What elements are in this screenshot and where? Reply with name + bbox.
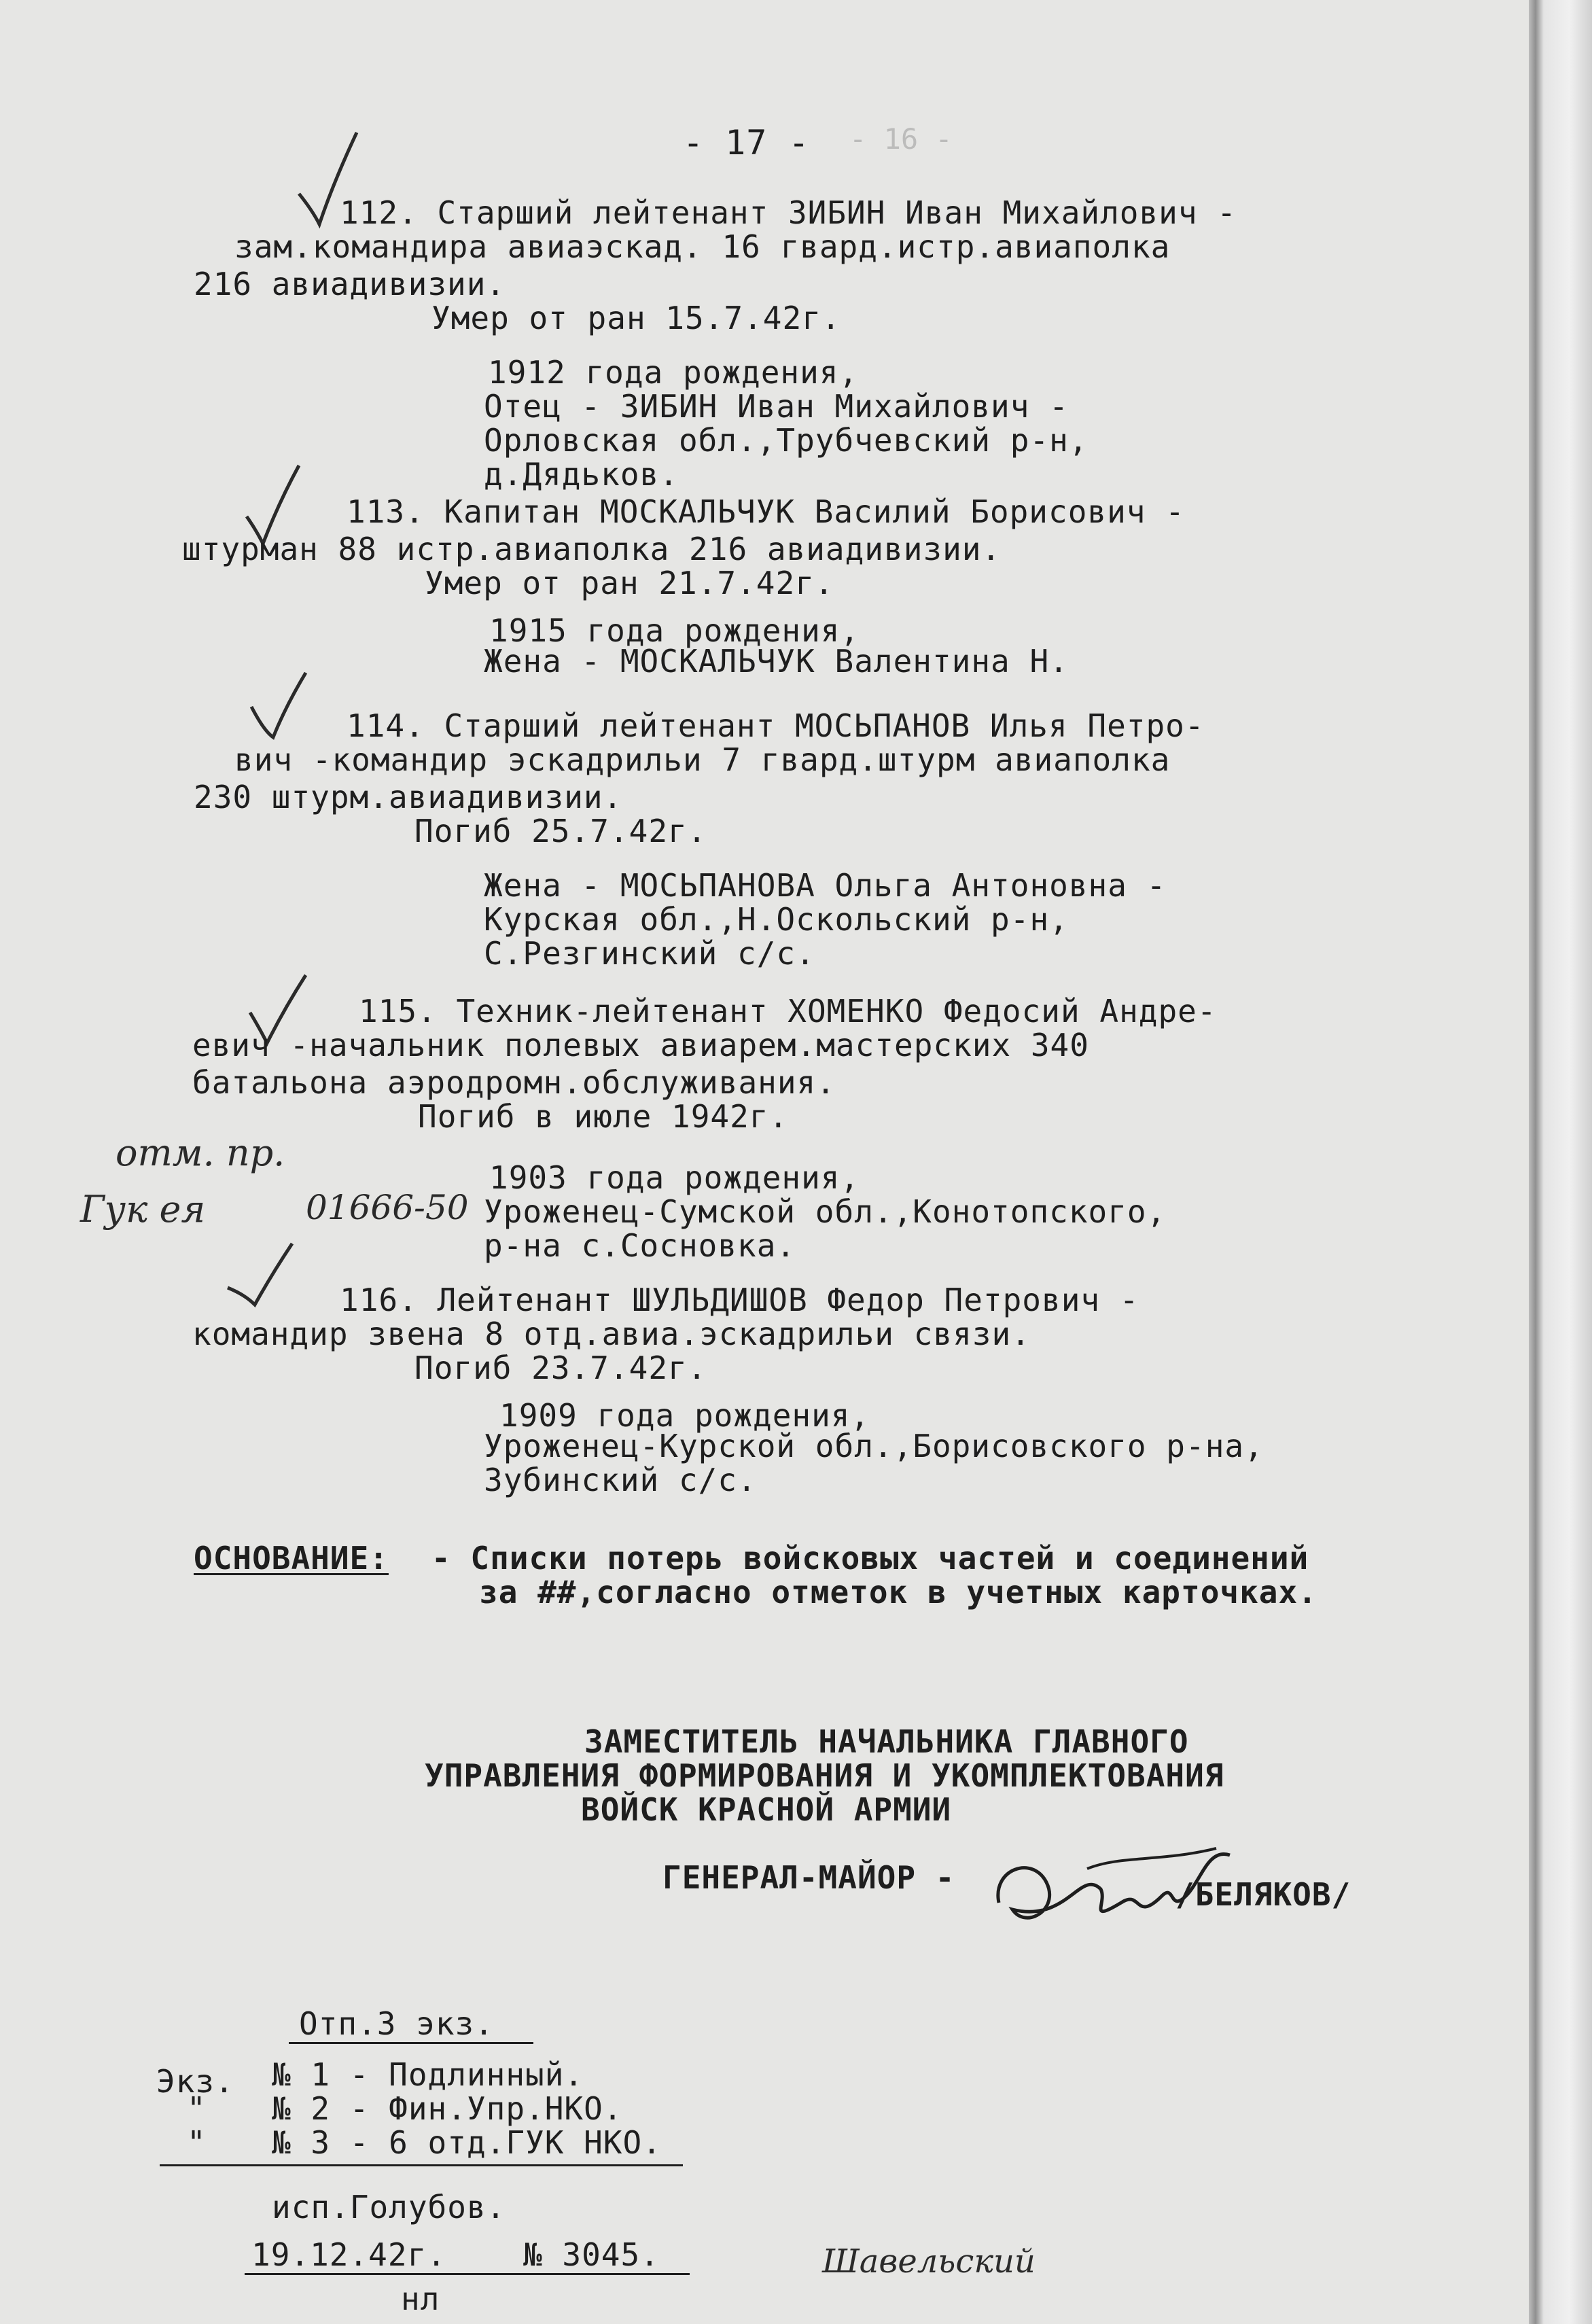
entry-116-line: командир звена 8 отд.авиа.эскадрильи связи.: [192, 1316, 1031, 1352]
entry-116-detail: Зубинский с/с.: [484, 1462, 757, 1498]
entry-114-line: 230 штурм.авиадивизии.: [194, 779, 623, 815]
ditto-mark: ": [187, 2090, 207, 2127]
entry-112-detail: д.Дядьков.: [484, 456, 679, 493]
copy-row: № 1 - Подлинный.: [272, 2056, 584, 2093]
copy-label: Экз.: [156, 2063, 234, 2100]
entry-113-detail: 1915 года рождения,: [489, 612, 860, 649]
signatory-title: ВОЙСК КРАСНОЙ АРМИИ: [581, 1791, 952, 1828]
entry-112-head: 112. Старший лейтенант ЗИБИН Иван Михайлович -: [340, 194, 1237, 231]
entry-115-line: батальона аэродромн.обслуживания.: [192, 1064, 836, 1101]
ghost-page-number: - 16 -: [849, 122, 953, 156]
handwritten-note: 01666-50: [306, 1188, 469, 1227]
typist-initials: нл: [401, 2281, 440, 2317]
checkmark-icon: [245, 669, 319, 751]
document-date: 19.12.42г.: [251, 2236, 446, 2273]
entry-115-status: Погиб в июле 1942г.: [418, 1098, 789, 1135]
handwritten-note: отм. пр.: [116, 1131, 285, 1174]
handwritten-note: Гук ея: [80, 1188, 206, 1231]
entry-116-detail: Уроженец-Курской обл.,Борисовского р-на,: [484, 1428, 1264, 1464]
entry-114-detail: Жена - МОСЬПАНОВА Ольга Антоновна -: [484, 867, 1167, 904]
entry-115-detail: р-на с.Сосновка.: [484, 1227, 796, 1264]
signatory-name: /БЕЛЯКОВ/: [1175, 1876, 1351, 1913]
divider: [160, 2164, 683, 2166]
divider: [289, 2042, 533, 2044]
entry-113-line: штурман 88 истр.авиаполка 216 авиадивизии.: [182, 531, 1002, 567]
checkmark-icon: [224, 1240, 306, 1315]
handwritten-note: Шавельский: [822, 2242, 1036, 2281]
entry-113-head: 113. Капитан МОСКАЛЬЧУК Василий Борисович -: [347, 493, 1185, 530]
signatory-title: УПРАВЛЕНИЯ ФОРМИРОВАНИЯ И УКОМПЛЕКТОВАНИЯ: [425, 1757, 1224, 1794]
entry-116-head: 116. Лейтенант ШУЛЬДИШОВ Федор Петрович -: [340, 1282, 1139, 1318]
entry-115-head: 115. Техник-лейтенант ХОМЕНКО Федосий Андре-: [359, 993, 1217, 1029]
copies-count: Отп.3 экз.: [299, 2005, 494, 2042]
entry-114-head: 114. Старший лейтенант МОСЬПАНОВ Илья Петро-: [347, 707, 1205, 744]
copy-row: № 3 - 6 отд.ГУК НКО.: [272, 2124, 662, 2161]
signatory-title: ЗАМЕСТИТЕЛЬ НАЧАЛЬНИКА ГЛАВНОГО: [584, 1723, 1189, 1760]
entry-114-line: вич -командир эскадрильи 7 гвард.штурм авиаполка: [234, 741, 1171, 778]
entry-112-detail: Орловская обл.,Трубчевский р-н,: [484, 422, 1089, 459]
copy-row: № 2 - Фин.Упр.НКО.: [272, 2090, 623, 2127]
entry-115-line: евич -начальник полевых авиарем.мастерских 340: [192, 1027, 1089, 1063]
entry-113-detail: Жена - МОСКАЛЬЧУК Валентина Н.: [484, 643, 1069, 680]
entry-112-line: 216 авиадивизии.: [194, 266, 506, 302]
entry-114-detail: Курская обл.,Н.Оскольский р-н,: [484, 901, 1069, 938]
entry-115-detail: Уроженец-Сумской обл.,Конотопского,: [484, 1193, 1167, 1230]
ditto-mark: ": [187, 2124, 207, 2161]
basis-text: - Списки потерь войсковых частей и соединений: [431, 1540, 1309, 1577]
signatory-rank: ГЕНЕРАЛ-МАЙОР -: [662, 1859, 955, 1896]
entry-112-line: зам.командира авиаэскад. 16 гвард.истр.авиаполка: [234, 228, 1171, 265]
entry-112-status: Умер от ран 15.7.42г.: [431, 300, 841, 336]
entry-113-status: Умер от ран 21.7.42г.: [425, 565, 834, 601]
executor: исп.Голубов.: [272, 2189, 506, 2225]
entry-116-detail: 1909 года рождения,: [499, 1397, 870, 1434]
entry-116-status: Погиб 23.7.42г.: [414, 1350, 707, 1386]
basis-label: ОСНОВАНИЕ:: [194, 1540, 389, 1577]
entry-112-detail: Отец - ЗИБИН Иван Михайлович -: [484, 388, 1069, 425]
page-number: - 17 -: [683, 123, 810, 162]
page-edge: [1529, 0, 1592, 2324]
entry-114-status: Погиб 25.7.42г.: [414, 813, 707, 849]
entry-114-detail: С.Резгинский с/с.: [484, 935, 815, 972]
document-number: № 3045.: [523, 2236, 660, 2273]
divider: [245, 2273, 690, 2275]
basis-text: за ##,согласно отметок в учетных карточках.: [479, 1574, 1317, 1610]
entry-115-detail: 1903 года рождения,: [489, 1159, 860, 1196]
entry-112-detail: 1912 года рождения,: [488, 354, 859, 391]
